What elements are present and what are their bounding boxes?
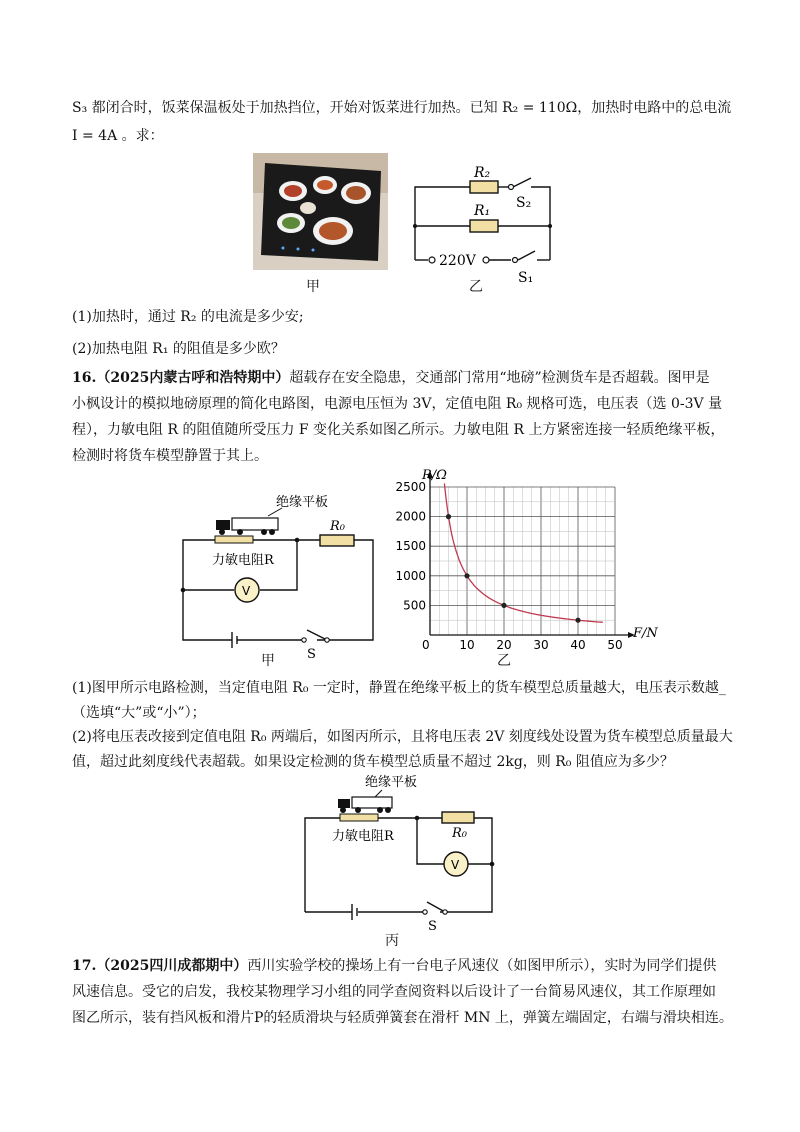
circuit-jia-diagram — [180, 490, 380, 670]
label-sensor-bing: 力敏电阻R — [332, 829, 394, 844]
p16-line3: 程），力敏电阻 R 的阻值随所受压力 F 变化关系如图乙所示。力敏电阻 R 上方紧密连接一轻质绝缘平板， — [72, 422, 725, 438]
label-r1: R₁ — [474, 203, 491, 219]
p17-line3: 图乙所示，装有挡风板和滑片P的轻质滑块与轻质弹簧套在滑杆 MN 上，弹簧左端固定，右端与滑块相连。 — [72, 1010, 733, 1026]
label-s-jia: S — [307, 647, 316, 662]
x-tick-label: 10 — [459, 638, 475, 652]
caption-yi-16: 乙 — [497, 653, 511, 669]
p15-q2: (2)加热电阻 R₁ 的阻值是多少欧？ — [72, 341, 285, 357]
x-tick-label: 20 — [496, 638, 512, 652]
p17-line1-text: 西川实验学校的操场上有一台电子风速仪（如图甲所示），实时为同学们提供 — [247, 958, 717, 974]
y-tick-label: 1500 — [395, 539, 426, 554]
resistance-force-graph — [390, 468, 658, 658]
p17-number: 17. — [72, 958, 97, 974]
caption-bing: 丙 — [385, 933, 399, 949]
origin-label: 0 — [422, 638, 430, 652]
food-warmer-photo — [253, 153, 388, 270]
p15-line2: I = 4A 。求： — [72, 128, 164, 144]
p16-line2: 小枫设计的模拟地磅原理的简化电路图，电源电压恒为 3V，定值电阻 R₀ 规格可选，电压表（选 0-3V 量 — [72, 396, 723, 412]
y-tick-label: 2000 — [395, 509, 426, 524]
p16-number: 16. — [72, 370, 97, 386]
meter-v-bing: V — [451, 858, 460, 872]
x-axis-label: F/N — [633, 626, 658, 641]
truck-icon — [338, 797, 392, 813]
label-plate-jia: 绝缘平板 — [276, 495, 329, 510]
p16-q1: (1)图甲所示电路检测，当定值电阻 R₀ 一定时，静置在绝缘平板上的货车模型总质量越大，电压表示数越_ — [72, 680, 726, 696]
data-point — [464, 573, 469, 578]
heating-circuit-diagram — [410, 165, 560, 290]
label-r0-bing: R₀ — [452, 826, 467, 841]
label-s1: S₁ — [518, 270, 534, 286]
y-tick-label: 2500 — [395, 480, 426, 494]
x-tick-label: 40 — [570, 638, 586, 652]
label-voltage: 220V — [439, 253, 476, 269]
p15-line1: S₃ 都闭合时，饭菜保温板处于加热挡位，开始对饭菜进行加热。已知 R₂ = 110Ω，加热时电路中的总电流 — [72, 100, 732, 116]
y-axis-label: R/Ω — [422, 468, 447, 483]
x-tick-label: 30 — [533, 638, 549, 652]
x-tick-label: 50 — [607, 638, 623, 652]
data-point — [575, 618, 580, 623]
truck-icon — [216, 518, 278, 535]
p16-q2a: (2)将电压表改接到定值电阻 R₀ 两端后，如图丙所示，且将电压表 2V 刻度线处设置为货车模型总质量最大 — [72, 729, 733, 745]
p16-q1b: （选填“大”或“小”）； — [72, 705, 206, 721]
p16-q2b: 值，超过此刻度线代表超载。如果设定检测的货车模型总质量不超过 2kg，则 R₀ 阻值应为多少？ — [72, 754, 674, 770]
data-point — [501, 603, 506, 608]
y-tick-label: 1000 — [395, 568, 426, 583]
label-sensor-jia: 力敏电阻R — [212, 553, 274, 568]
p17-line2: 风速信息。受它的启发，我校某物理学习小组的同学查阅资料以后设计了一台简易风速仪，其工作原理如 — [72, 984, 716, 1000]
caption-yi-15: 乙 — [469, 279, 483, 295]
caption-jia-15: 甲 — [306, 279, 320, 295]
circuit-bing-diagram — [300, 772, 500, 932]
caption-jia-16: 甲 — [261, 653, 275, 669]
label-s-bing: S — [428, 919, 437, 934]
p16-line1 — [72, 368, 710, 388]
meter-v-jia: V — [242, 584, 251, 598]
label-plate-bing: 绝缘平板 — [365, 775, 418, 790]
p15-q1: (1)加热时，通过 R₂ 的电流是多少安; — [72, 309, 304, 325]
series-line — [444, 483, 602, 622]
label-r2: R₂ — [474, 165, 491, 181]
label-s2: S₂ — [516, 195, 532, 211]
y-tick-label: 500 — [403, 598, 426, 613]
p16-line1-text: 超载存在安全隐患，交通部门常用“地磅”检测货车是否超载。图甲是 — [289, 370, 710, 386]
label-r0-jia: R₀ — [330, 519, 345, 534]
p16-source: （2025内蒙古呼和浩特期中） — [96, 370, 290, 386]
data-point — [446, 514, 451, 519]
p17-line1 — [72, 956, 716, 976]
p16-line4: 检测时将货车模型静置于其上。 — [72, 448, 268, 464]
p17-source: （2025四川成都期中） — [96, 958, 248, 974]
